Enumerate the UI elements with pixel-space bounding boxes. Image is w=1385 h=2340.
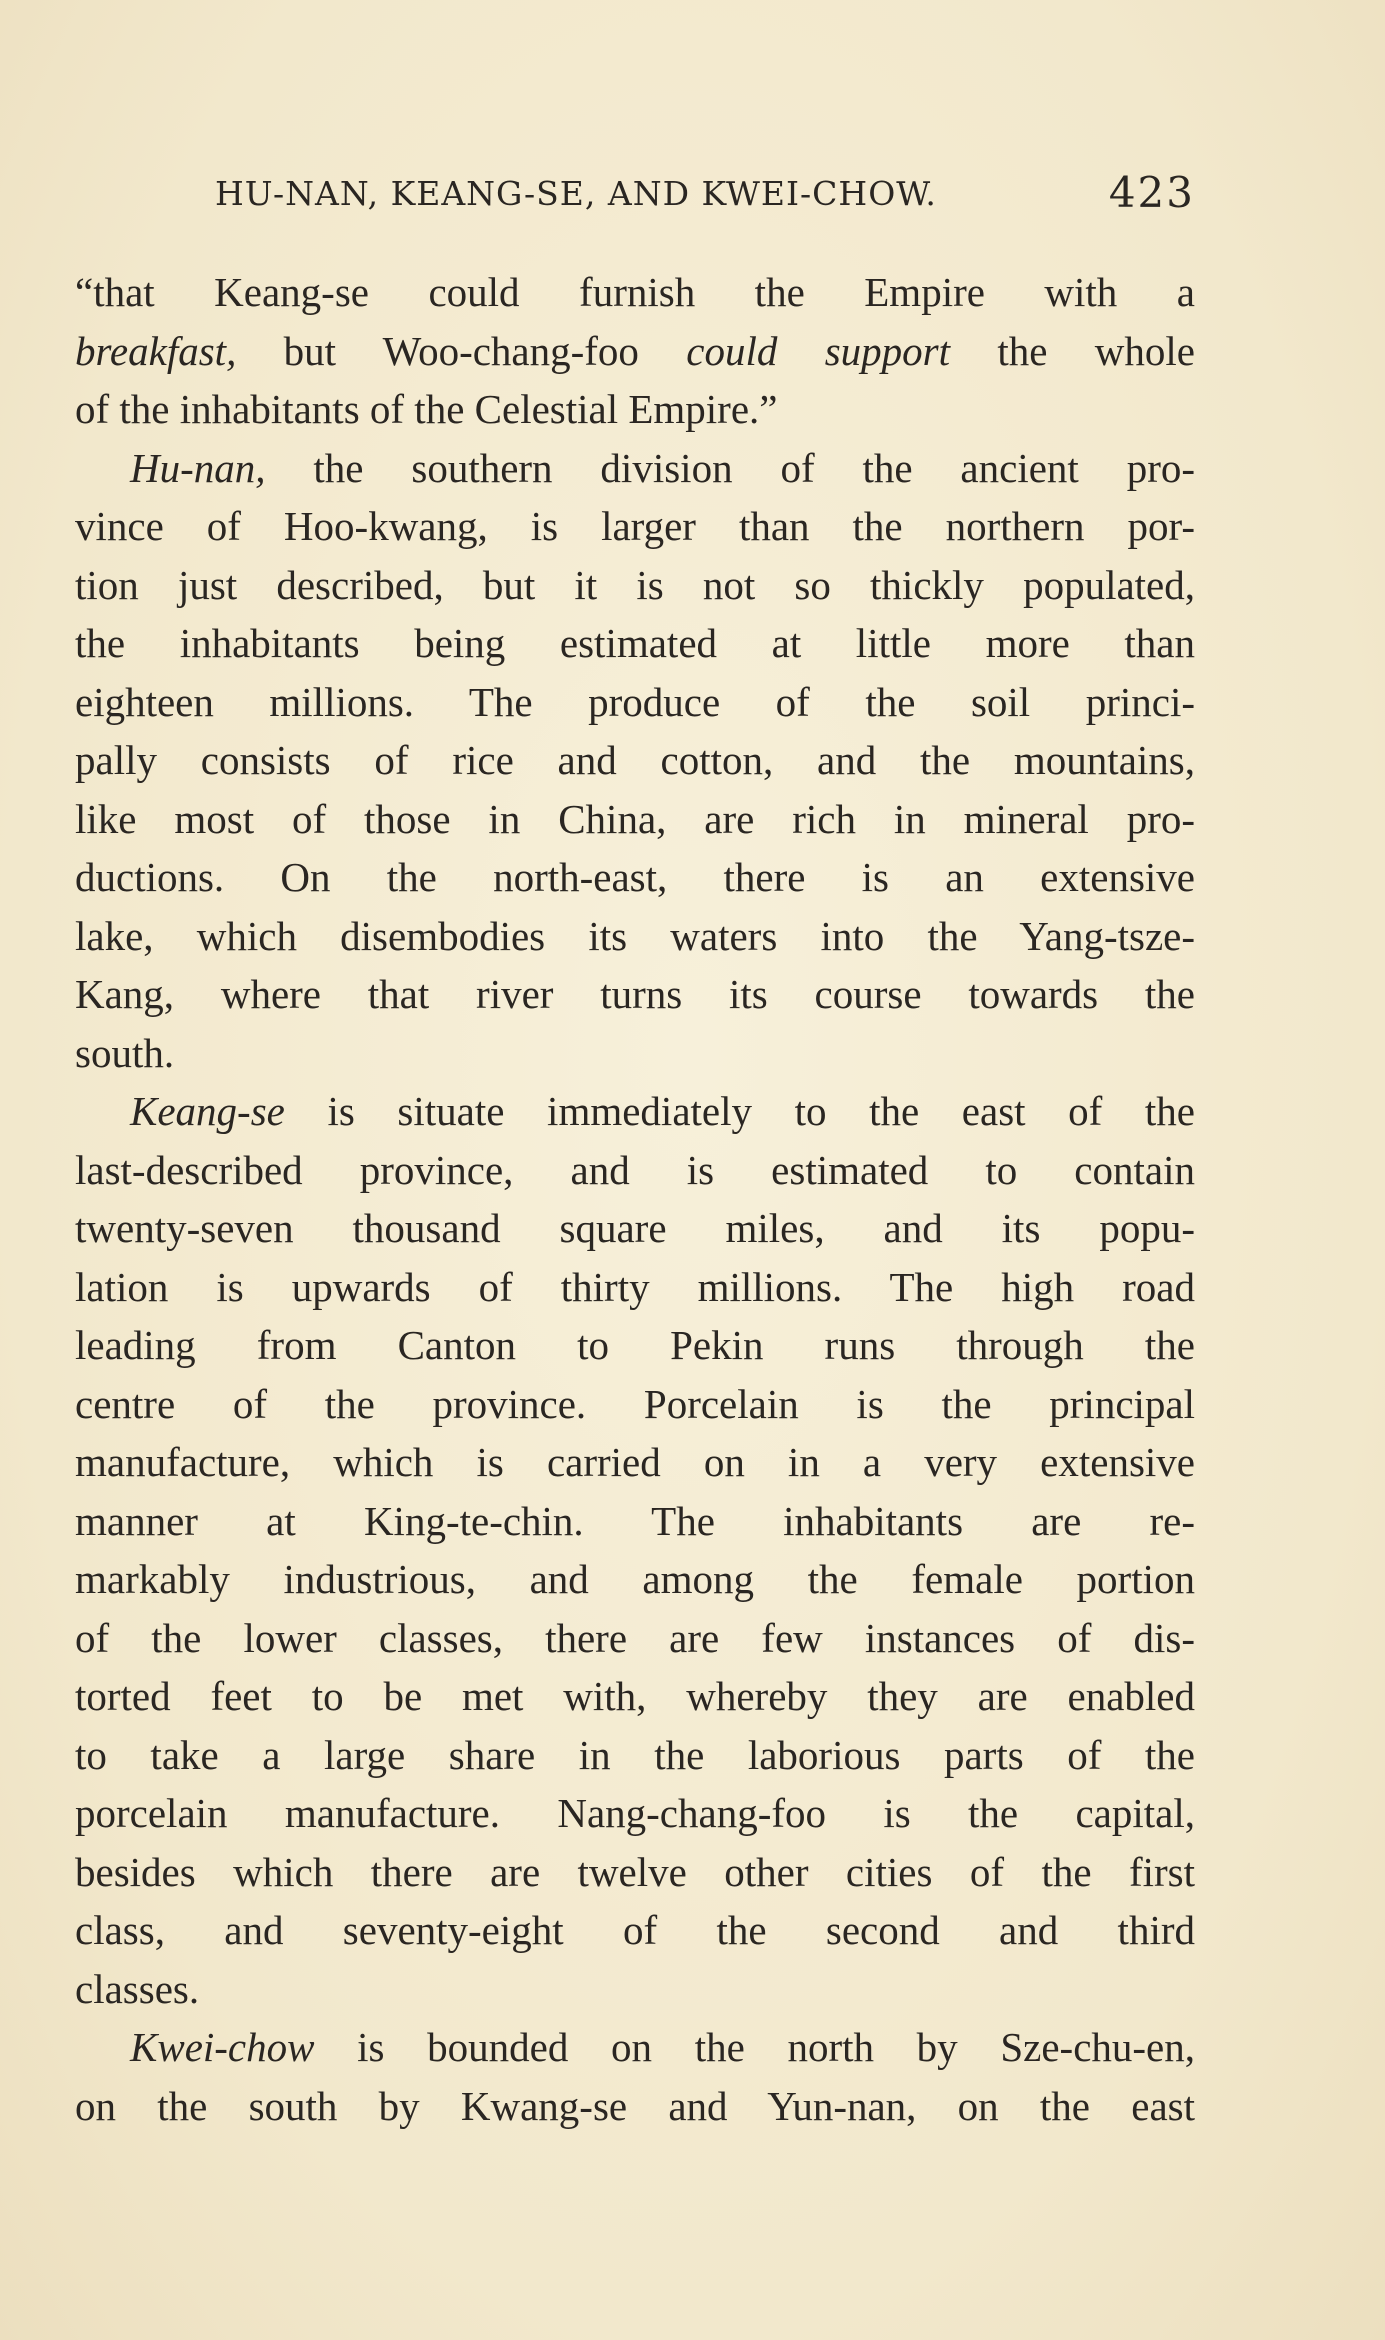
text-line (75, 1960, 1195, 2019)
text-segment: is situate immediately to the east of the (284, 1088, 1195, 1134)
page-number: 423 (1108, 168, 1195, 217)
text-line (75, 1726, 1195, 1785)
text-line (75, 907, 1195, 966)
italic-text: breakfast, (75, 327, 237, 374)
text-line (75, 1375, 1195, 1434)
text-line (75, 1609, 1195, 1668)
text-segment: torted feet to be met with, whereby they are enabled (75, 1673, 1195, 1719)
text-segment: centre of the province. Porcelain is the principal (75, 1380, 1195, 1427)
text-segment: leading from Canton to Pekin runs through the (75, 1322, 1195, 1368)
text-segment: vince of Hoo-kwang, is larger than the northern por- (75, 503, 1195, 549)
text-line (75, 1082, 1195, 1141)
text-line (75, 2018, 1195, 2077)
text-line (75, 263, 1195, 322)
text-segment: on the south by Kwang-se and Yun-nan, on the east (75, 2082, 1195, 2129)
text-line (75, 2077, 1195, 2136)
text-segment: lation is upwards of thirty millions. The high road (75, 1263, 1195, 1310)
text-segment: the southern division of the ancient pro- (265, 444, 1195, 491)
text-segment: is bounded on the north by Sze-chu-en, (314, 2024, 1195, 2070)
text-segment: but Woo-chang-foo (236, 327, 687, 374)
text-segment: of the lower classes, there are few instances of dis- (75, 1614, 1195, 1661)
text-line (75, 965, 1195, 1024)
italic-text: Hu-nan, (130, 444, 266, 491)
text-segment: class, and seventy-eight of the second and third (75, 1907, 1195, 1953)
text-segment: the whole (950, 327, 1195, 374)
text-line (75, 1901, 1195, 1960)
text-line (75, 731, 1195, 790)
text-line (75, 1024, 1195, 1083)
text-line (75, 848, 1195, 907)
text-line (75, 1492, 1195, 1551)
page-header (75, 168, 1195, 228)
text-line (75, 497, 1195, 556)
text-line (75, 614, 1195, 673)
text-segment: porcelain manufacture. Nang-chang-foo is the capital, (75, 1790, 1195, 1836)
text-line (75, 1550, 1195, 1609)
italic-text: Kwei-chow (130, 2024, 315, 2070)
text-segment: tion just described, but it is not so thickly populated, (75, 561, 1195, 608)
paragraph (75, 263, 1195, 439)
text-segment: manner at King-te-chin. The inhabitants are re- (75, 1497, 1195, 1544)
text-segment: “that Keang-se could furnish the Empire with a (75, 269, 1195, 315)
text-line (75, 1433, 1195, 1492)
italic-text: could support (686, 327, 951, 374)
text-segment: markably industrious, and among the female portion (75, 1556, 1195, 1602)
text-segment: eighteen millions. The produce of the soil princi- (75, 678, 1195, 725)
paragraph (75, 439, 1195, 1083)
text-line (75, 1667, 1195, 1726)
text-segment: like most of those in China, are rich in mineral pro- (75, 795, 1195, 842)
text-segment: last-described province, and is estimated to contain (75, 1146, 1195, 1193)
text-line (75, 1784, 1195, 1843)
text-segment: Kang, where that river turns its course towards the (75, 971, 1195, 1017)
text-segment: twenty-seven thousand square miles, and its popu- (75, 1205, 1195, 1251)
text-segment: classes. (75, 1965, 200, 2012)
text-segment: besides which there are twelve other cities of the first (75, 1848, 1195, 1895)
text-line (75, 1199, 1195, 1258)
text-segment: of the inhabitants of the Celestial Empire.” (75, 386, 778, 432)
text-line (75, 1843, 1195, 1902)
text-line (75, 673, 1195, 732)
text-line (75, 380, 1195, 439)
text-line (75, 790, 1195, 849)
text-segment: south. (75, 1029, 175, 1076)
text-line (75, 556, 1195, 615)
text-line (75, 1141, 1195, 1200)
body-text (75, 263, 1195, 2135)
text-segment: to take a large share in the laborious parts of the (75, 1731, 1195, 1778)
running-head: HU-NAN, KEANG-SE, AND KWEI-CHOW. (215, 174, 937, 213)
paragraph (75, 2018, 1195, 2135)
text-line (75, 1316, 1195, 1375)
text-segment: pally consists of rice and cotton, and the mountains, (75, 737, 1195, 783)
text-segment: the inhabitants being estimated at little more than (75, 620, 1195, 666)
paragraph (75, 1082, 1195, 2018)
italic-text: Keang-se (130, 1088, 285, 1134)
text-segment: lake, which disembodies its waters into the Yang-tsze- (75, 912, 1195, 959)
text-line (75, 1258, 1195, 1317)
text-line (75, 322, 1195, 381)
text-line (75, 439, 1195, 498)
text-segment: manufacture, which is carried on in a very extensive (75, 1439, 1195, 1485)
text-segment: ductions. On the north-east, there is an extensive (75, 854, 1195, 900)
